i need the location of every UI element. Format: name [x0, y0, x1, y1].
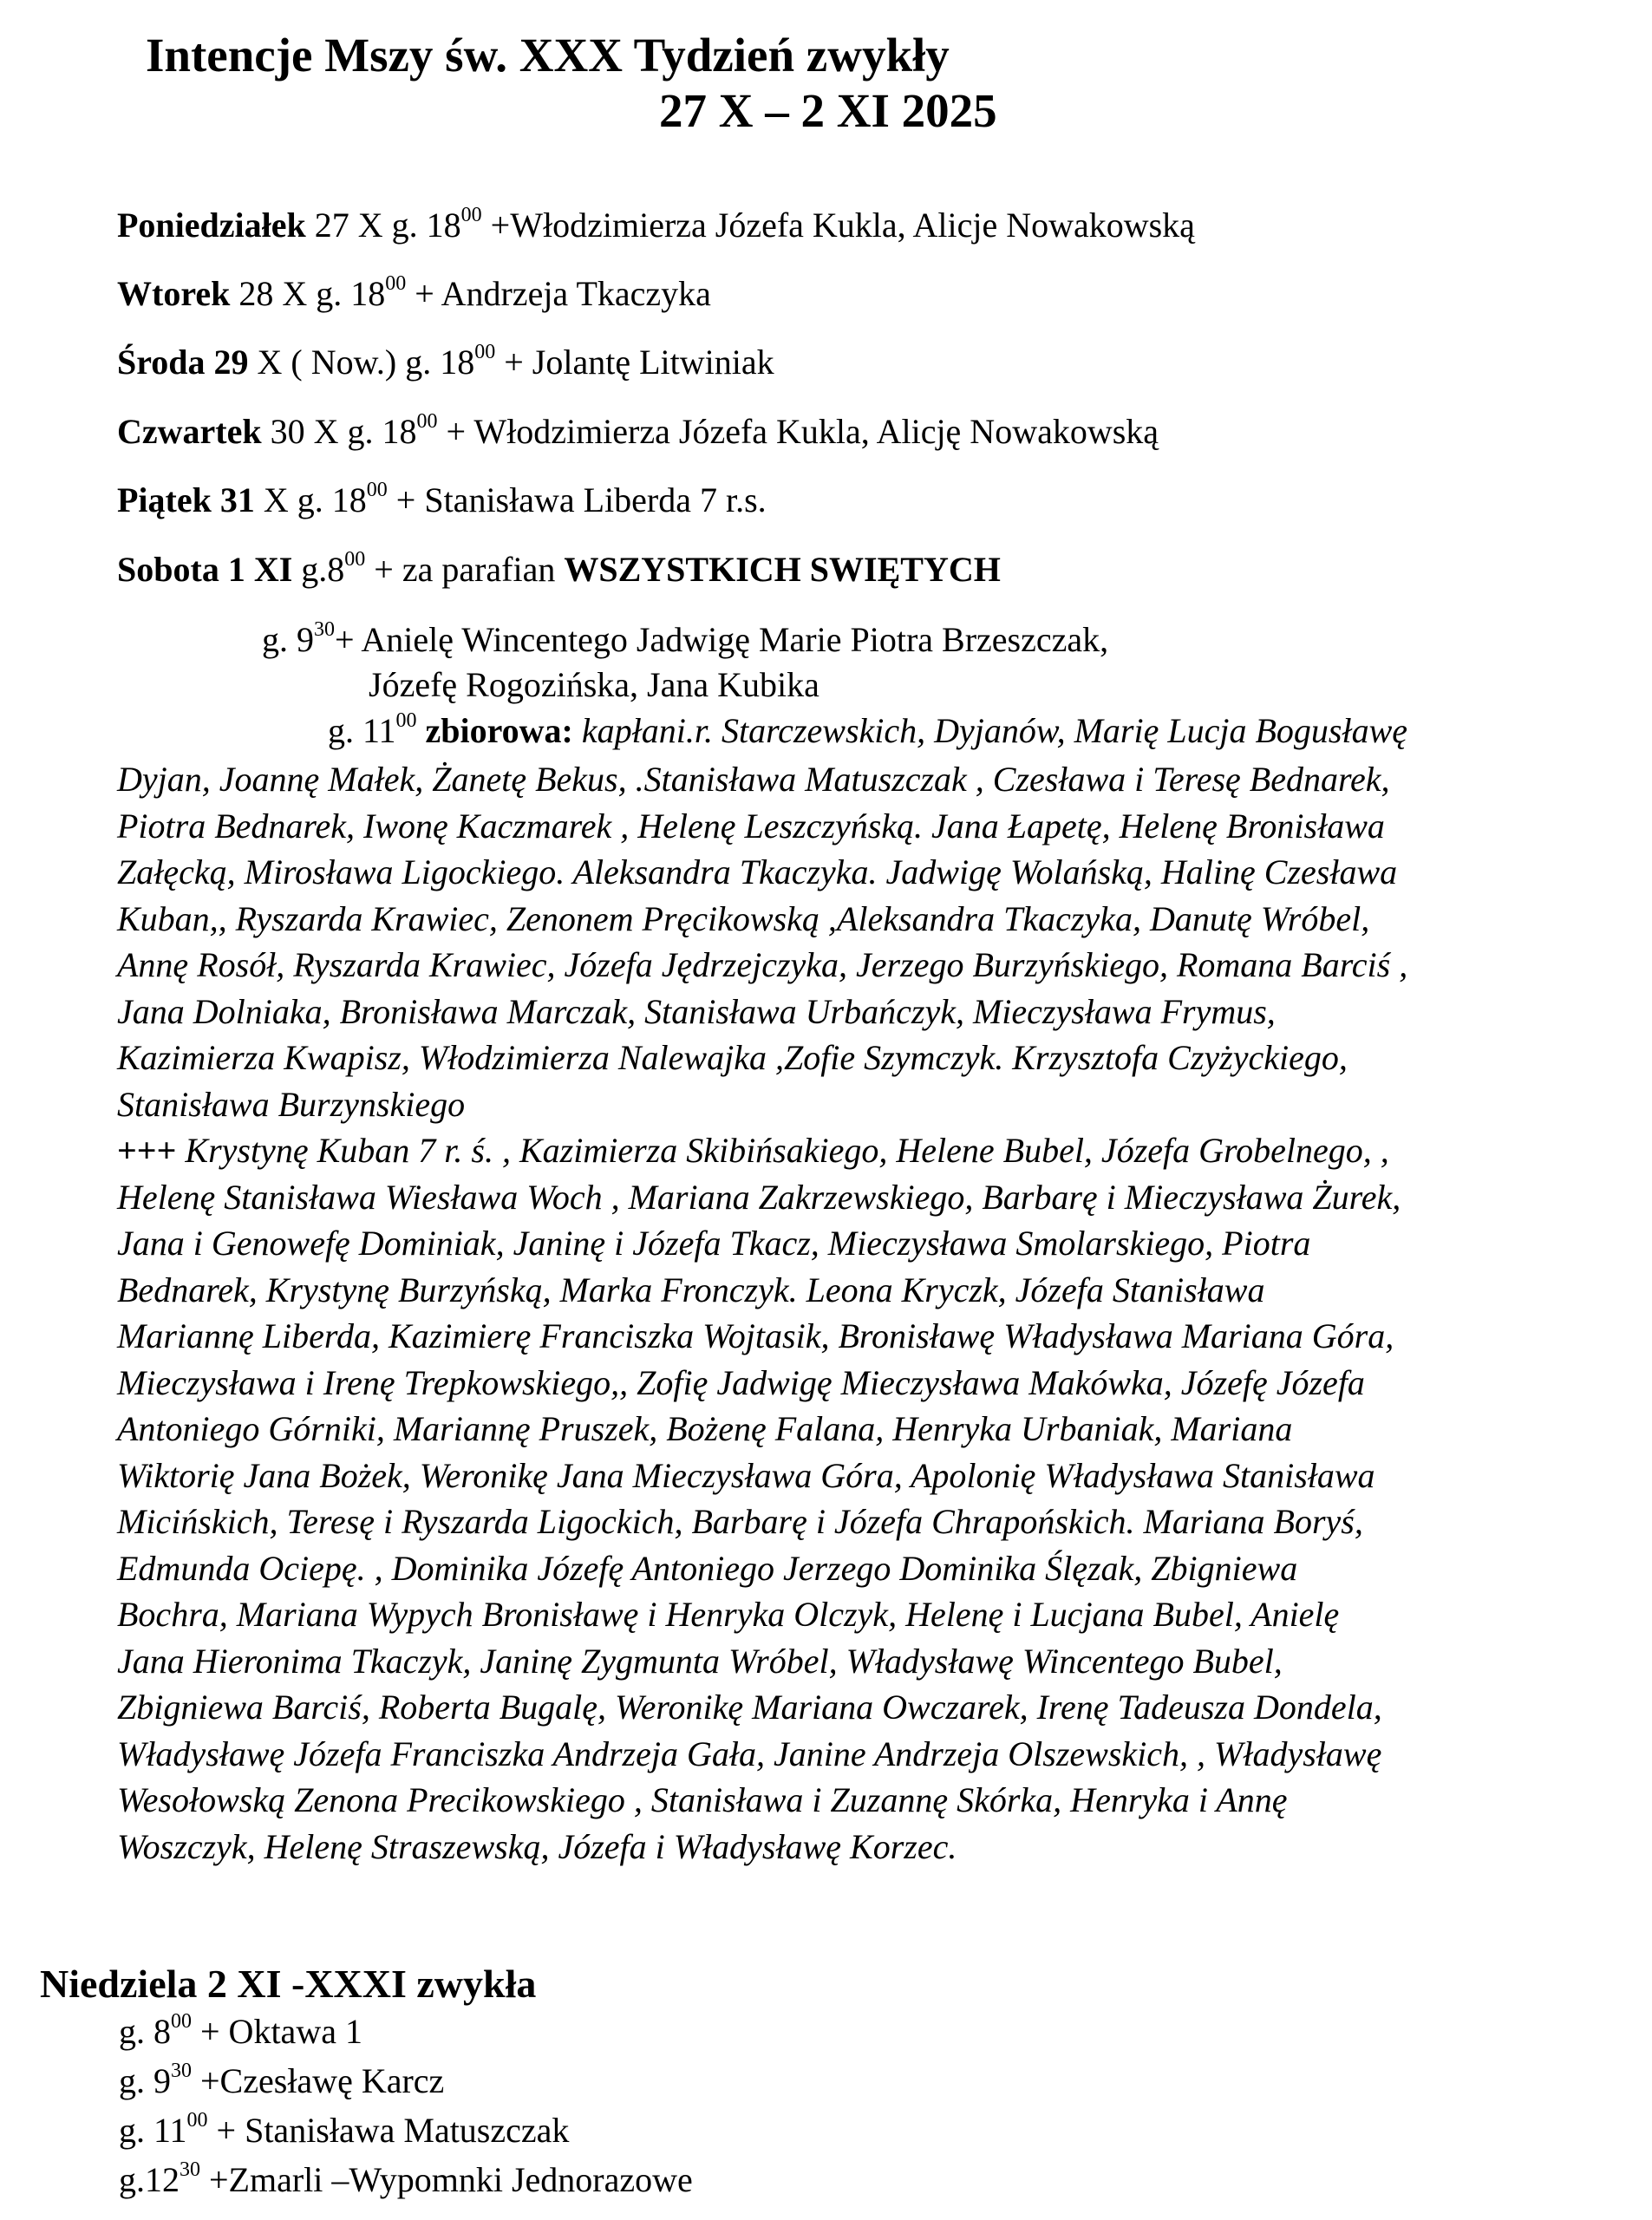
time-minutes: 00 [416, 410, 438, 433]
time-minutes: 00 [385, 272, 407, 295]
time-minutes: 00 [171, 2010, 192, 2033]
time-minutes: 30 [314, 618, 335, 641]
intention-text: + Stanisława Matuszczak [207, 2111, 570, 2150]
mass-time: g. 11 [119, 2111, 187, 2150]
list-line: Kuban,, Ryszarda Krawiec, Zenonem Pręcikowską ,Aleksandra Tkaczyka, Danutę Wróbel, [117, 898, 1370, 938]
intention-row-friday [117, 479, 767, 522]
date-time: 28 X g. 18 [230, 274, 386, 313]
intention-row-thursday [117, 410, 1159, 454]
date-time: g.8 [292, 550, 345, 589]
intention-text: + Anielę Wincentego Jadwigę Marie Piotra Brzeszczak, [335, 620, 1109, 659]
day-label: Poniedziałek [117, 206, 306, 245]
date-time: 27 X g. 18 [305, 206, 461, 245]
intention-text: +Czesławę Karcz [192, 2061, 445, 2100]
sunday-mass-930 [119, 2060, 444, 2103]
list-line: Mieczysława i Irenę Trepkowskiego,, Zofię Jadwigę Mieczysława Makówka, Józefę Józefa [117, 1362, 1365, 1402]
time-minutes: 00 [344, 548, 366, 571]
intention-text: + Stanisława Liberda 7 r.s. [387, 480, 767, 519]
intention-row-saturday [117, 548, 1001, 591]
list-line: Zbigniewa Barciś, Roberta Bugalę, Weronikę Mariana Owczarek, Irenę Tadeusza Dondela, [117, 1688, 1382, 1727]
feast-name: WSZYSTKICH SWIĘTYCH [564, 550, 1001, 589]
list-line: Annę Rosół, Ryszarda Krawiec, Józefa Jędrzejczyka, Jerzego Burzyńskiego, Romana Barciś , [117, 945, 1408, 984]
list-line: Mariannę Liberda, Kazimierę Franciszka Wojtasik, Bronisławę Władysława Mariana Góra, [117, 1316, 1394, 1355]
sunday-mass-1230 [119, 2158, 693, 2202]
day-label: Piątek 31 [117, 480, 255, 519]
intention-text: + za parafian [365, 550, 565, 589]
mass-time: g. 9 [119, 2061, 171, 2100]
list-line: Stanisława Burzynskiego [117, 1084, 466, 1124]
intention-text: + Włodzimierza Józefa Kukla, Alicję Nowakowską [437, 412, 1159, 451]
sunday-mass-1100 [119, 2109, 569, 2152]
date-range: 27 X – 2 XI 2025 [659, 84, 997, 137]
list-line: Wesołowską Zenona Precikowskiego , Stanisława i Zuzannę Skórka, Henryka i Annę [117, 1780, 1288, 1819]
list-line: Bednarek, Krystynę Burzyńską, Marka Fronczyk. Leona Kryczk, Józefa Stanisława [117, 1270, 1265, 1309]
list-line: Micińskich, Teresę i Ryszarda Ligockich, Barbarę i Józefa Chrapońskich. Mariana Boryś, [117, 1502, 1363, 1541]
list-line: Bochra, Mariana Wypych Bronisławę i Henryka Olczyk, Helenę i Lucjana Bubel, Anielę [117, 1595, 1340, 1634]
collective-intentions-list [117, 756, 1609, 1870]
list-line: Jana Hieronima Tkaczyk, Janinę Zygmunta Wróbel, Władysławę Wincentego Bubel, [117, 1641, 1283, 1681]
time-minutes: 00 [395, 709, 417, 732]
list-line: Jana Dolniaka, Bronisława Marczak, Stanisława Urbańczyk, Mieczysława Frymus, [117, 991, 1276, 1031]
intention-row-monday [117, 204, 1195, 247]
time-minutes: 30 [180, 2158, 200, 2181]
intention-text: +Zmarli –Wypomnki Jednorazowe [200, 2160, 693, 2199]
list-line: Załęcką, Mirosława Ligockiego. Aleksandra Tkaczyka. Jadwigę Wolańską, Halinę Czesława [117, 852, 1398, 891]
saturday-mass-930-cont: Józefę Rogozińska, Jana Kubika [369, 665, 819, 704]
time-minutes: 00 [186, 2109, 208, 2132]
list-line: Piotra Bednarek, Iwonę Kaczmarek , Helenę Leszczyńską. Jana Łapetę, Helenę Bronisława [117, 806, 1385, 846]
saturday-mass-930 [262, 618, 1108, 662]
list-line: Edmunda Ociepę. , Dominika Józefę Antoniego Jerzego Dominika Ślęzak, Zbigniewa [117, 1548, 1298, 1588]
mass-time: g. 9 [262, 620, 314, 659]
intention-text: + Oktawa 1 [192, 2012, 362, 2051]
date-time: X ( Now.) g. 18 [248, 343, 475, 382]
list-line: Wiktorię Jana Bożek, Weronikę Jana Mieczysława Góra, Apolonię Władysława Stanisława [117, 1455, 1375, 1495]
page-title: Intencje Mszy św. XXX Tydzień zwykły [146, 29, 950, 82]
list-line: Woszczyk, Helenę Straszewską, Józefa i Władysławę Korzec. [117, 1826, 957, 1866]
intention-row-wednesday [117, 341, 774, 384]
mass-time: g. 11 [328, 711, 396, 750]
day-label: Środa 29 [117, 343, 249, 382]
sunday-heading: Niedziela 2 XI -XXXI zwykła [40, 1962, 537, 2006]
list-line: Helenę Stanisława Wiesława Woch , Mariana Zakrzewskiego, Barbarę i Mieczysława Żurek, [117, 1177, 1401, 1217]
day-label: Czwartek [117, 412, 262, 451]
mass-time: g. 8 [119, 2012, 171, 2051]
list-line-plus: +++ Krystynę Kuban 7 r. ś. , Kazimierza Skibińsakiego, Helene Bubel, Józefa Grobelnego, , [117, 1131, 1389, 1170]
time-minutes: 00 [474, 341, 496, 363]
list-line: Władysławę Józefa Franciszka Andrzeja Gała, Janine Andrzeja Olszewskich, , Władysławę [117, 1734, 1382, 1773]
date-time: X g. 18 [254, 480, 367, 519]
intention-row-tuesday [117, 272, 711, 316]
collective-label: zbiorowa: [416, 711, 573, 750]
intention-text: + Andrzeja Tkaczyka [406, 274, 711, 313]
time-minutes: 00 [460, 204, 482, 226]
plus-marker: +++ [117, 1131, 177, 1170]
day-label: Sobota 1 XI [117, 550, 293, 589]
time-minutes: 00 [366, 479, 388, 501]
saturday-mass-1100 [328, 709, 1407, 753]
time-minutes: 30 [171, 2060, 192, 2082]
sunday-mass-800 [119, 2010, 362, 2054]
intention-text: kapłani.r. Starczewskich, Dyjanów, Marię Lucja Bogusławę [572, 711, 1408, 750]
date-time: 30 X g. 18 [261, 412, 417, 451]
list-line: Kazimierza Kwapisz, Włodzimierza Nalewajka ,Zofie Szymczyk. Krzysztofa Czyżyckiego, [117, 1038, 1348, 1077]
intention-text: + Jolantę Litwiniak [495, 343, 774, 382]
mass-time: g.12 [119, 2160, 180, 2199]
list-line: Jana i Genowefę Dominiak, Janinę i Józefa Tkacz, Mieczysława Smolarskiego, Piotra [117, 1224, 1311, 1263]
day-label: Wtorek [117, 274, 231, 313]
list-line: Antoniego Górniki, Mariannę Pruszek, Bożenę Falana, Henryka Urbaniak, Mariana [117, 1409, 1293, 1448]
intention-text: +Włodzimierza Józefa Kukla, Alicje Nowakowską [481, 206, 1195, 245]
list-line: Dyjan, Joannę Małek, Żanetę Bekus, .Stanisława Matuszczak , Czesława i Teresę Bednarek, [117, 760, 1390, 799]
